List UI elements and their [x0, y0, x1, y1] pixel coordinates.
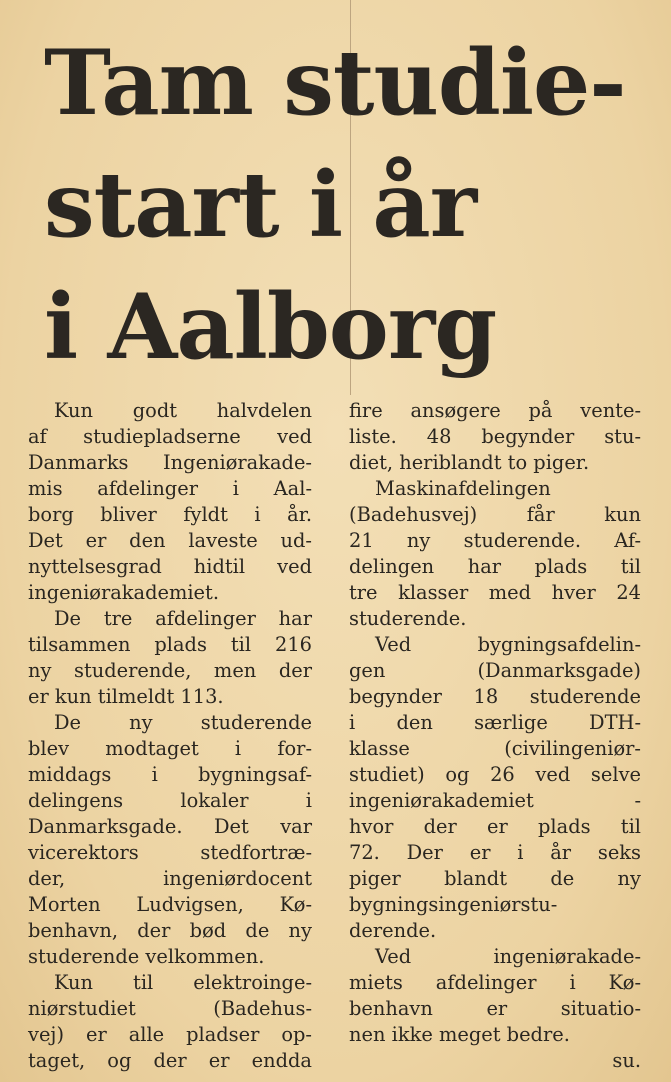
text-line: ingeniørakademiet.	[28, 581, 219, 604]
text-line: i den særlige DTH-	[349, 711, 641, 734]
text-line: 21 ny studerende. Af-	[349, 529, 641, 552]
text-line: liste. 48 begynder stu-	[349, 425, 641, 448]
author-signature: su.	[612, 1049, 641, 1072]
text-line: klasse (civilingeniør-	[349, 737, 641, 760]
paragraph	[349, 476, 641, 632]
text-line: bygningsingeniørstu-	[349, 893, 558, 916]
text-line: benhavn er situatio-	[349, 997, 641, 1020]
headline	[44, 22, 644, 388]
article-column-left	[28, 398, 312, 1074]
paragraph	[349, 398, 641, 476]
text-line: ny studerende, men der	[28, 659, 312, 682]
text-line: studiet) og 26 ved selve	[349, 763, 641, 786]
paragraph	[349, 632, 641, 944]
text-line: begynder 18 studerende	[349, 685, 641, 708]
text-line: tilsammen plads til 216	[28, 633, 312, 656]
text-line: der, ingeniørdocent	[28, 867, 312, 890]
text-line: nen ikke meget bedre.	[349, 1023, 570, 1046]
text-line: delingens lokaler i	[28, 789, 312, 812]
text-line: fire ansøgere på vente-	[349, 399, 641, 422]
text-line: middags i bygningsaf-	[28, 763, 312, 786]
text-line: er kun tilmeldt 113.	[28, 685, 224, 708]
text-line: nyttelsesgrad hidtil ved	[28, 555, 312, 578]
text-line: 72. Der er i år seks	[349, 841, 641, 864]
text-line: De tre afdelinger har	[54, 607, 312, 630]
text-line: benhavn, der bød de ny	[28, 919, 312, 942]
text-line: derende.	[349, 919, 437, 942]
text-line: diet, heriblandt to piger.	[349, 451, 590, 474]
text-line: Danmarks Ingeniørakade-	[28, 451, 312, 474]
text-line: Det er den laveste ud-	[28, 529, 312, 552]
text-line: taget, og der er endda	[28, 1049, 312, 1072]
text-line: Danmarksgade. Det var	[28, 815, 312, 838]
paragraph	[28, 970, 312, 1074]
paragraph	[349, 944, 641, 1048]
text-line: vicerektors stedfortræ-	[28, 841, 312, 864]
text-line: studerende.	[349, 607, 467, 630]
text-line: borg bliver fyldt i år.	[28, 503, 312, 526]
text-line: Maskinafdelingen	[375, 477, 551, 500]
text-line: blev modtaget i for-	[28, 737, 312, 760]
text-line: Ved bygningsafdelin-	[375, 633, 641, 656]
text-line: Kun godt halvdelen	[54, 399, 312, 422]
article-column-right	[349, 398, 641, 1074]
text-line: Morten Ludvigsen, Kø-	[28, 893, 312, 916]
text-line: miets afdelinger i Kø-	[349, 971, 641, 994]
paragraph	[28, 710, 312, 970]
paragraph	[28, 398, 312, 606]
text-line: vej) er alle pladser op-	[28, 1023, 312, 1046]
text-line: Ved ingeniørakade-	[375, 945, 641, 968]
text-line: Kun til elektroinge-	[54, 971, 312, 994]
text-line: studerende velkommen.	[28, 945, 265, 968]
text-line: delingen har plads til	[349, 555, 641, 578]
text-line: hvor der er plads til	[349, 815, 641, 838]
text-line: De ny studerende	[54, 711, 312, 734]
headline-line: i Aalborg	[44, 274, 497, 380]
text-line: af studiepladserne ved	[28, 425, 312, 448]
text-line: niørstudiet (Badehus-	[28, 997, 312, 1020]
text-line: gen (Danmarksgade)	[349, 659, 641, 682]
text-line: ingeniørakademiet -	[349, 789, 641, 812]
headline-line: Tam studie-	[44, 30, 626, 136]
headline-line: start i år	[44, 152, 477, 258]
text-line: piger blandt de ny	[349, 867, 641, 890]
text-line: (Badehusvej) får kun	[349, 503, 641, 526]
text-line: mis afdelinger i Aal-	[28, 477, 312, 500]
paragraph	[28, 606, 312, 710]
text-line: tre klasser med hver 24	[349, 581, 641, 604]
